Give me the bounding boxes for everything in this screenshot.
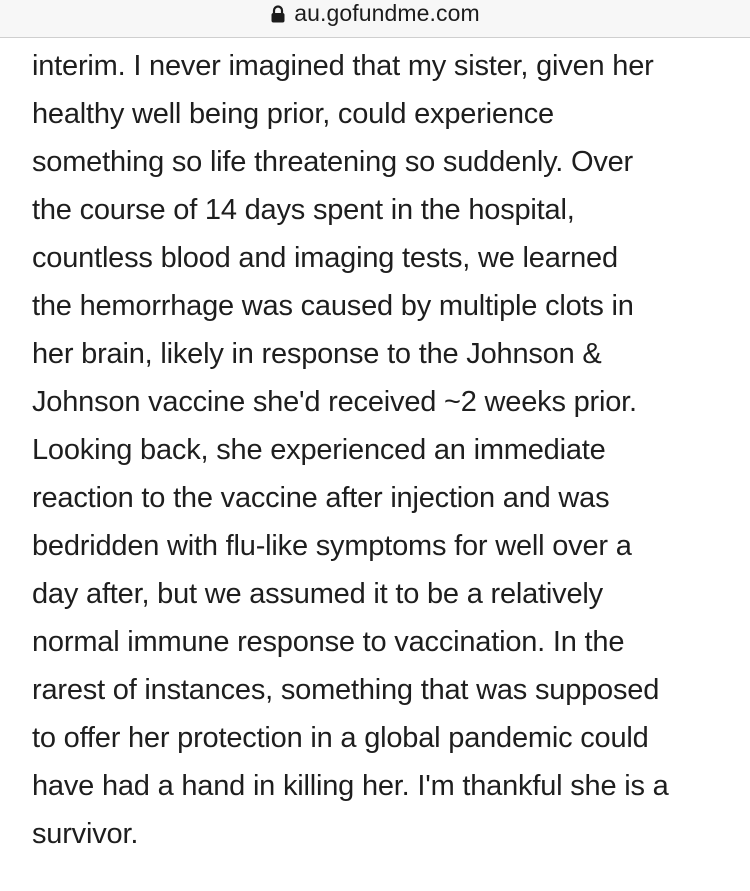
story-line: rarest of instances, something that was supposed <box>32 674 660 706</box>
story-line: normal immune response to vaccination. In the <box>32 626 625 658</box>
story-line: bedridden with flu-like symptoms for well over a <box>32 530 632 562</box>
story-line: day after, but we assumed it to be a relatively <box>32 578 603 610</box>
story-line: have had a hand in killing her. I'm thankful she is a <box>32 770 669 802</box>
story-line: the course of 14 days spent in the hospital, <box>32 194 575 226</box>
story-line: the hemorrhage was caused by multiple clots in <box>32 290 634 322</box>
story-line: reaction to the vaccine after injection and was <box>32 482 610 514</box>
story-line: interim. I never imagined that my sister, given her <box>32 50 654 82</box>
address-bar-content[interactable] <box>0 0 750 26</box>
story-line: countless blood and imaging tests, we learned <box>32 242 618 274</box>
story-line: healthy well being prior, could experience <box>32 98 554 130</box>
address-bar[interactable] <box>0 0 750 38</box>
story-line: Johnson vaccine she'd received ~2 weeks prior. <box>32 386 637 418</box>
story-line: Looking back, she experienced an immediate <box>32 434 606 466</box>
story-content <box>32 42 732 858</box>
url-text: au.gofundme.com <box>294 0 480 26</box>
story-paragraph <box>32 42 732 858</box>
story-line: her brain, likely in response to the Johnson & <box>32 338 602 370</box>
lock-icon <box>270 5 286 23</box>
story-line: to offer her protection in a global pandemic could <box>32 722 649 754</box>
story-line: something so life threatening so suddenly. Over <box>32 146 634 178</box>
story-line: survivor. <box>32 818 139 850</box>
